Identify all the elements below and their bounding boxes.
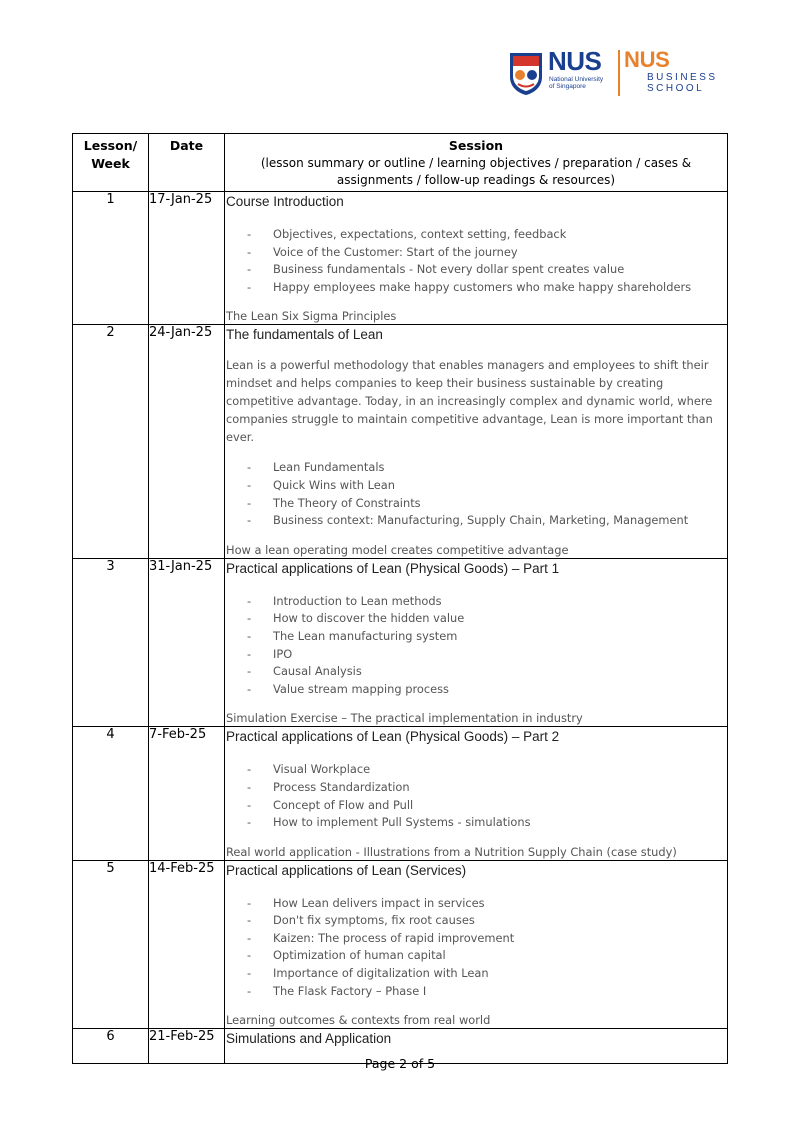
list-item bbox=[225, 459, 727, 477]
dash-bullet-icon: - bbox=[247, 244, 252, 259]
table-row bbox=[73, 192, 728, 325]
list-item bbox=[225, 646, 727, 664]
session-topic-list bbox=[225, 593, 727, 699]
table-row bbox=[73, 727, 728, 860]
dash-bullet-icon: - bbox=[247, 495, 252, 510]
lesson-number: 4 bbox=[73, 727, 149, 860]
list-item-text: Importance of digitalization with Lean bbox=[273, 966, 489, 981]
lesson-number: 2 bbox=[73, 325, 149, 558]
session-title: The fundamentals of Lean bbox=[226, 327, 383, 343]
list-item-text: Objectives, expectations, context setting, feedback bbox=[273, 227, 567, 241]
header-session-subtitle: (lesson summary or outline / learning objectives / preparation / cases & assignments / follow-up readings & resources) bbox=[260, 156, 692, 187]
session-resource-note: Simulation Exercise – The practical implementation in industry bbox=[226, 711, 583, 726]
list-item-text: The Lean manufacturing system bbox=[273, 628, 458, 643]
list-item-text: Optimization of human capital bbox=[273, 948, 446, 963]
session-cell bbox=[225, 860, 728, 1029]
session-date: 24-Jan-25 bbox=[149, 325, 225, 558]
list-item bbox=[225, 912, 727, 930]
dash-bullet-icon: - bbox=[247, 628, 252, 643]
session-topic-list bbox=[225, 761, 727, 831]
list-item bbox=[225, 947, 727, 965]
list-item bbox=[225, 512, 727, 530]
lesson-number: 3 bbox=[73, 558, 149, 727]
dash-bullet-icon: - bbox=[247, 948, 252, 963]
list-item bbox=[225, 797, 727, 815]
dash-bullet-icon: - bbox=[247, 930, 252, 945]
list-item-text: Process Standardization bbox=[273, 779, 410, 794]
dash-bullet-icon: - bbox=[247, 664, 252, 679]
list-item-text: Concept of Flow and Pull bbox=[273, 797, 414, 812]
list-item bbox=[225, 895, 727, 913]
business-school-line1: BUSINESS bbox=[647, 72, 718, 83]
list-item bbox=[225, 226, 727, 244]
list-item-text: IPO bbox=[273, 646, 293, 661]
dash-bullet-icon: - bbox=[247, 681, 252, 696]
dash-bullet-icon: - bbox=[247, 611, 252, 626]
list-item-text: Kaizen: The process of rapid improvement bbox=[273, 930, 515, 945]
list-item-text: Business fundamentals - Not every dollar spent creates value bbox=[273, 262, 625, 277]
list-item bbox=[225, 279, 727, 297]
header-date: Date bbox=[149, 134, 225, 192]
session-date: 17-Jan-25 bbox=[149, 192, 225, 325]
dash-bullet-icon: - bbox=[247, 815, 252, 830]
dash-bullet-icon: - bbox=[247, 460, 252, 475]
session-resource-note: The Lean Six Sigma Principles bbox=[226, 309, 397, 324]
list-item-text: Causal Analysis bbox=[273, 664, 362, 679]
session-topic-list bbox=[225, 459, 727, 529]
page-number: Page 2 of 5 bbox=[364, 1056, 436, 1071]
dash-bullet-icon: - bbox=[247, 983, 252, 998]
dash-bullet-icon: - bbox=[247, 913, 252, 928]
nus-crest-icon bbox=[508, 51, 544, 96]
nus-subtitle-line1: National University bbox=[549, 76, 604, 83]
session-date: 21-Feb-25 bbox=[149, 1029, 225, 1064]
table-row bbox=[73, 860, 728, 1029]
dash-bullet-icon: - bbox=[247, 797, 252, 812]
session-topic-list bbox=[225, 895, 727, 1001]
session-topic-list bbox=[225, 226, 727, 296]
nus-logo-text: NUS bbox=[548, 46, 602, 76]
table-header-row bbox=[73, 134, 728, 192]
list-item bbox=[225, 663, 727, 681]
list-item bbox=[225, 628, 727, 646]
list-item-text: How to discover the hidden value bbox=[273, 611, 465, 626]
list-item bbox=[225, 814, 727, 832]
list-item bbox=[225, 495, 727, 513]
dash-bullet-icon: - bbox=[247, 262, 252, 277]
session-cell bbox=[225, 325, 728, 558]
session-cell bbox=[225, 558, 728, 727]
session-schedule-table bbox=[72, 133, 728, 1064]
list-item-text: Business context: Manufacturing, Supply Chain, Marketing, Management bbox=[273, 513, 689, 528]
dash-bullet-icon: - bbox=[247, 513, 252, 528]
list-item bbox=[225, 965, 727, 983]
dash-bullet-icon: - bbox=[247, 762, 252, 777]
session-date: 31-Jan-25 bbox=[149, 558, 225, 727]
list-item bbox=[225, 477, 727, 495]
session-title: Practical applications of Lean (Physical Goods) – Part 1 bbox=[226, 560, 560, 576]
business-school-line2: SCHOOL bbox=[647, 83, 705, 94]
header-session: Session (lesson summary or outline / learning objectives / preparation / cases & assignments / follow-up readings & resources) bbox=[225, 134, 728, 192]
dash-bullet-icon: - bbox=[247, 646, 252, 661]
nus-subtitle-line2: of Singapore bbox=[549, 83, 586, 90]
dash-bullet-icon: - bbox=[247, 966, 252, 981]
business-school-logo-text: NUS bbox=[624, 47, 670, 72]
session-description: Lean is a powerful methodology that enables managers and employees to shift their mindset and helps companies to keep their business sustainable by creating competitive advantage. Today, in an increasingly complex and dynamic world, where companies struggle to maintain competitive advantage, Lean is more important than ever. bbox=[226, 358, 713, 445]
table-row bbox=[73, 558, 728, 727]
session-resource-note: How a lean operating model creates competitive advantage bbox=[226, 542, 569, 557]
session-date: 7-Feb-25 bbox=[149, 727, 225, 860]
session-title: Practical applications of Lean (Physical Goods) – Part 2 bbox=[226, 729, 560, 745]
table-row bbox=[73, 325, 728, 558]
dash-bullet-icon: - bbox=[247, 477, 252, 492]
list-item-text: How Lean delivers impact in services bbox=[273, 895, 485, 910]
list-item-text: Happy employees make happy customers who make happy shareholders bbox=[273, 279, 692, 294]
session-cell bbox=[225, 192, 728, 325]
list-item-text: The Flask Factory – Phase I bbox=[273, 983, 427, 998]
list-item-text: Value stream mapping process bbox=[273, 681, 449, 696]
list-item-text: Introduction to Lean methods bbox=[273, 593, 442, 608]
logo-divider bbox=[618, 50, 620, 96]
dash-bullet-icon: - bbox=[247, 227, 252, 241]
dash-bullet-icon: - bbox=[247, 895, 252, 910]
header-logos bbox=[508, 48, 718, 100]
session-date: 14-Feb-25 bbox=[149, 860, 225, 1029]
list-item bbox=[225, 593, 727, 611]
session-title: Simulations and Application bbox=[226, 1031, 392, 1047]
list-item-text: How to implement Pull Systems - simulations bbox=[273, 815, 531, 830]
list-item-text: Quick Wins with Lean bbox=[273, 477, 395, 492]
dash-bullet-icon: - bbox=[247, 779, 252, 794]
list-item-text: Voice of the Customer: Start of the journey bbox=[273, 244, 518, 259]
list-item bbox=[225, 610, 727, 628]
lesson-number: 5 bbox=[73, 860, 149, 1029]
list-item bbox=[225, 261, 727, 279]
session-resource-note: Real world application - Illustrations from a Nutrition Supply Chain (case study) bbox=[226, 844, 677, 859]
list-item-text: Visual Workplace bbox=[273, 762, 371, 777]
dash-bullet-icon: - bbox=[247, 593, 252, 608]
list-item-text: Don't fix symptoms, fix root causes bbox=[273, 913, 475, 928]
list-item-text: Lean Fundamentals bbox=[273, 460, 385, 475]
list-item bbox=[225, 244, 727, 262]
list-item bbox=[225, 779, 727, 797]
list-item bbox=[225, 983, 727, 1001]
session-title: Course Introduction bbox=[226, 194, 344, 209]
list-item bbox=[225, 681, 727, 699]
lesson-number: 1 bbox=[73, 192, 149, 325]
lesson-number: 6 bbox=[73, 1029, 149, 1064]
list-item bbox=[225, 761, 727, 779]
session-title: Practical applications of Lean (Services) bbox=[226, 862, 467, 878]
header-lesson: Lesson/ Week bbox=[73, 134, 149, 192]
session-resource-note: Learning outcomes & contexts from real world bbox=[226, 1013, 491, 1028]
dash-bullet-icon: - bbox=[247, 279, 252, 294]
list-item-text: The Theory of Constraints bbox=[273, 495, 421, 510]
session-cell bbox=[225, 727, 728, 860]
list-item bbox=[225, 930, 727, 948]
